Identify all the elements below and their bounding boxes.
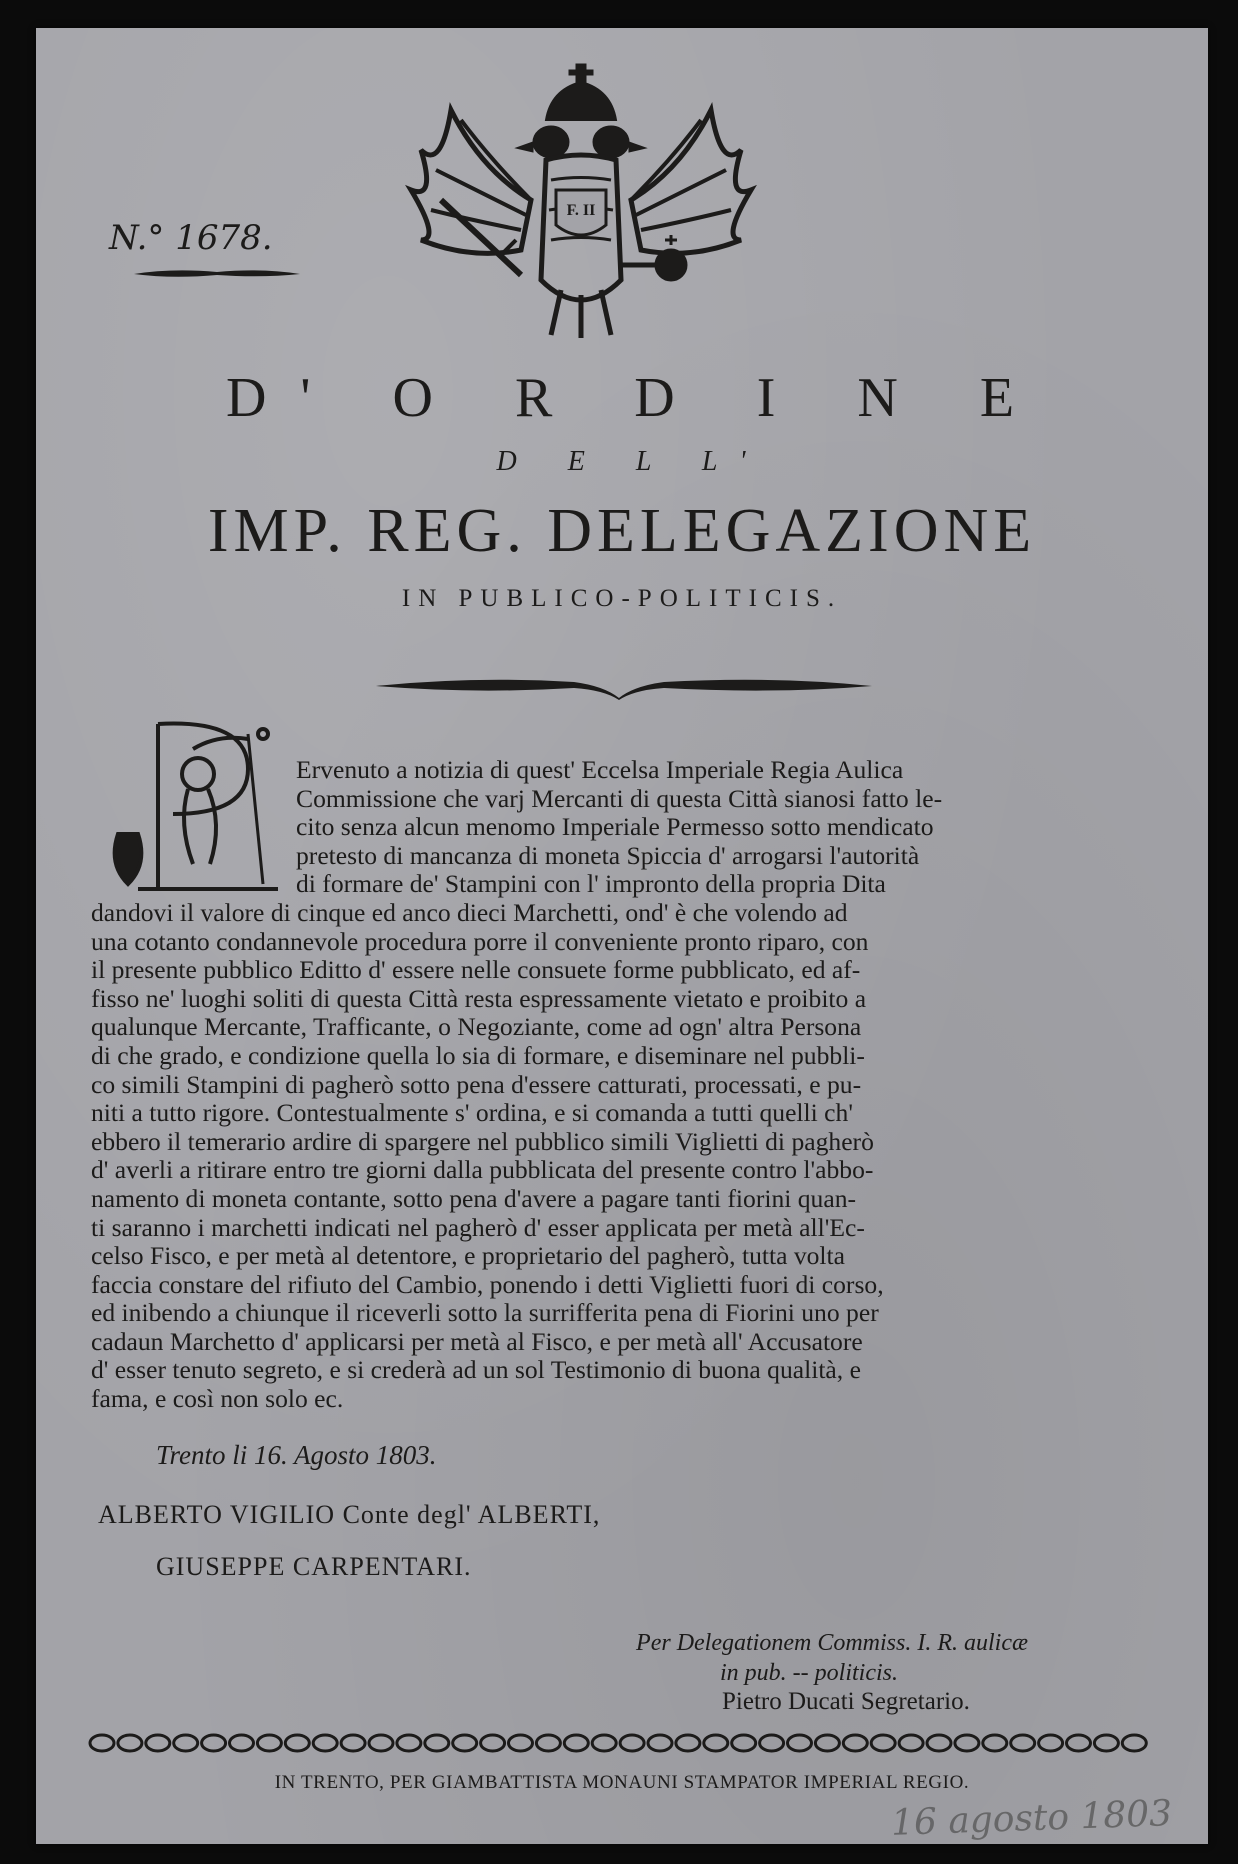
chain-link (509, 1735, 533, 1751)
delegation-line-1: Per Delegationem Commiss. I. R. aulicæ (636, 1630, 1028, 1656)
date-line: Trento li 16. Agosto 1803. (156, 1440, 437, 1470)
chain-link (118, 1735, 142, 1751)
body-line: co simili Stampini di pagherò sotto pena d'essere catturati, processati, e pu- (91, 1069, 862, 1099)
body-line: il presente pubblico Editto d' essere nelle consuete forme pubblicato, ed af- (91, 955, 861, 985)
body-line: cadaun Marchetto d' applicarsi per metà al Fisco, e per metà all' Accusatore (91, 1326, 863, 1356)
chain-link (481, 1735, 505, 1751)
chain-link (927, 1735, 951, 1751)
body-line: d' averli a ritirare entro tre giorni dalla pubblicata del presente contro l'abbo- (91, 1155, 874, 1185)
title-flourish-ornament (374, 668, 874, 708)
body-line: Commissione che varj Mercanti di questa Città sianosi fatto le- (296, 783, 943, 813)
chain-link (202, 1735, 226, 1751)
chain-link (871, 1735, 895, 1751)
chain-link (1011, 1735, 1035, 1751)
body-line: di formare de' Stampini con l' impronto della propria Dita (296, 869, 886, 899)
chain-link (369, 1735, 393, 1751)
body-line: una cotanto condannevole procedura porre il conveniente pronto riparo, con (91, 926, 869, 956)
chain-border-ornament (88, 1730, 1158, 1756)
chain-link (257, 1735, 281, 1751)
edict-body (91, 756, 1171, 1414)
chain-link (592, 1735, 616, 1751)
handwritten-date-note: 16 agosto 1803 (890, 1793, 1173, 1844)
body-line: faccia constare del rifiuto del Cambio, ponendo i detti Viglietti fuori di corso, (91, 1269, 884, 1299)
body-line: fisso ne' luoghi soliti di questa Città resta espressamente vietato e proibito a (91, 983, 867, 1013)
chain-link (453, 1735, 477, 1751)
body-line: qualunque Mercante, Trafficante, o Negoziante, come ad ogn' altra Persona (91, 1012, 862, 1042)
body-line: ebbero il temerario ardire di spargere nel pubblico simili Viglietti di pagherò (91, 1126, 874, 1156)
chain-link (676, 1735, 700, 1751)
chain-link (704, 1735, 728, 1751)
body-line: ti saranno i marchetti indicati nel pagherò d' esser applicata per metà all'Ec- (91, 1212, 865, 1242)
signatory-alberti: ALBERTO VIGILIO Conte degl' ALBERTI, (98, 1500, 601, 1529)
chain-link (1094, 1735, 1118, 1751)
chain-link (899, 1735, 923, 1751)
body-line: Ervenuto a notizia di quest' Eccelsa Imperiale Regia Aulica (296, 755, 904, 784)
chain-link (174, 1735, 198, 1751)
body-line: dandovi il valore di cinque ed anco dieci Marchetti, ond' è che volendo ad (91, 897, 848, 927)
chain-link (815, 1735, 839, 1751)
chain-link (648, 1735, 672, 1751)
chain-link (230, 1735, 254, 1751)
chain-link (285, 1735, 309, 1751)
chain-link (397, 1735, 421, 1751)
shield-cipher: F. II (566, 202, 596, 219)
chain-link (146, 1735, 170, 1751)
title-delegazione: IMP. REG. DELEGAZIONE (207, 497, 1037, 565)
chain-link (90, 1735, 114, 1751)
body-line: niti a tutto rigore. Contestualmente s' ordina, e si comanda a tutti quelli ch' (91, 1098, 853, 1128)
chain-link (1039, 1735, 1063, 1751)
chain-link (732, 1735, 756, 1751)
body-line: namento di moneta contante, sotto pena d'avere a pagare tanti fiorini quan- (91, 1183, 857, 1213)
chain-link (760, 1735, 784, 1751)
chain-link (425, 1735, 449, 1751)
document-sheet (36, 28, 1208, 1844)
chain-link (341, 1735, 365, 1751)
secretary-signature: Pietro Ducati Segretario. (722, 1688, 970, 1715)
body-line: pretesto di mancanza di moneta Spiccia d' arrogarsi l'autorità (296, 840, 920, 870)
chain-link (536, 1735, 560, 1751)
delegation-line-2: in pub. -- politicis. (720, 1660, 898, 1686)
chain-link (843, 1735, 867, 1751)
double-headed-eagle-emblem-icon (381, 50, 781, 340)
chain-link (564, 1735, 588, 1751)
title-dell: D E L L' (496, 446, 768, 477)
title-ordine: D' O R D I N E (225, 367, 1049, 429)
body-line: d' esser tenuto segreto, e si crederà ad un sol Testimonio di buona qualità, e (91, 1355, 861, 1385)
chain-link (983, 1735, 1007, 1751)
chain-link (788, 1735, 812, 1751)
chain-link (313, 1735, 337, 1751)
signatory-carpentari: GIUSEPPE CARPENTARI. (156, 1552, 472, 1581)
body-line: celso Fisco, e per metà al detentore, e proprietario del pagherò, tutta volta (91, 1241, 846, 1271)
chain-link (1122, 1735, 1146, 1751)
body-line: cito senza alcun menomo Imperiale Permesso sotto mendicato (296, 812, 934, 842)
printer-imprint: IN TRENTO, PER GIAMBATTISTA MONAUNI STAMPATOR IMPERIAL REGIO. (274, 1772, 970, 1793)
body-line: ed inibendo a chiunque il riceverli sotto la surrifferita pena di Fiorini uno per (91, 1298, 879, 1328)
chain-link (955, 1735, 979, 1751)
title-publico-politicis: IN PUBLICO-POLITICIS. (401, 585, 843, 612)
delegation-formula (636, 1628, 1028, 1688)
document-number: N.° 1678. (109, 218, 273, 258)
body-line: di che grado, e condizione quella lo sia di formare, e diseminare nel pubbli- (91, 1040, 865, 1070)
chain-link (620, 1735, 644, 1751)
body-line: fama, e così non solo ec. (91, 1384, 344, 1414)
number-underline (132, 266, 302, 280)
chain-link (1067, 1735, 1091, 1751)
